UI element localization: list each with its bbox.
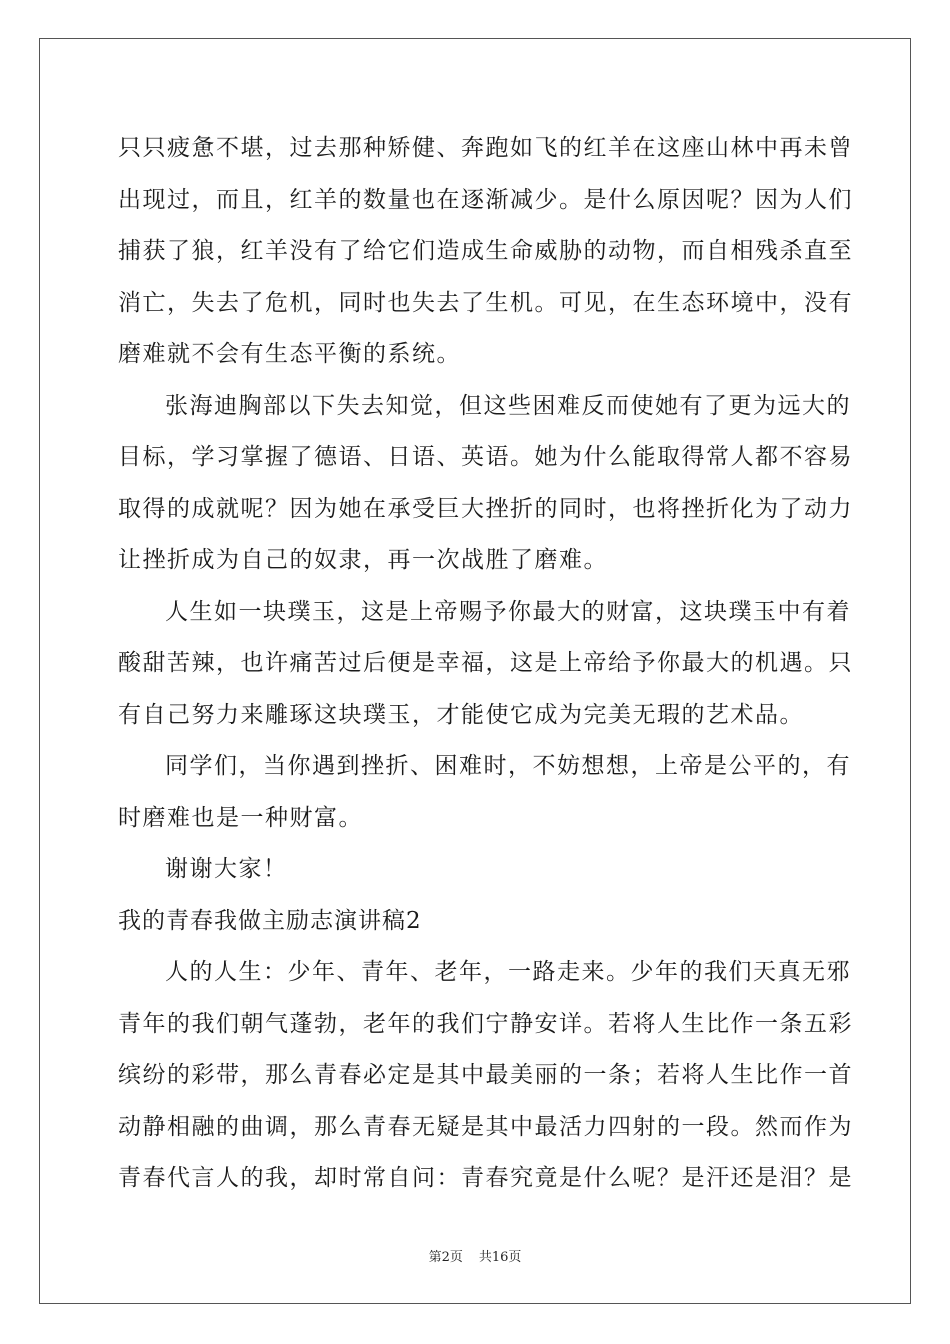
text-line: 磨难就不会有生态平衡的系统。 <box>118 341 461 367</box>
text-line: 张海迪胸部以下失去知觉，但这些困难反而使她有了更为远大的 <box>165 392 851 419</box>
text-line: 取得的成就呢？因为她在承受巨大挫折的同时，也将挫折化为了动力 <box>118 495 853 522</box>
text-line: 酸甜苦辣，也许痛苦过后便是幸福，这是上帝给予你最大的机遇。只 <box>118 650 853 676</box>
paragraph <box>118 741 851 844</box>
text-line: 消亡，失去了危机，同时也失去了生机。可见，在生态环境中，没有 <box>118 289 853 316</box>
document-body <box>118 123 853 1205</box>
text-line: 捕获了狼，红羊没有了给它们造成生命威胁的动物，而自相残杀直至 <box>118 238 853 264</box>
text-line: 出现过，而且，红羊的数量也在逐渐减少。是什么原因呢？因为人们 <box>118 186 853 213</box>
closing-line: 谢谢大家！ <box>165 856 288 882</box>
text-line: 让挫折成为自己的奴隶，再一次战胜了磨难。 <box>118 547 608 573</box>
text-line: 时磨难也是一种财富。 <box>118 804 363 831</box>
text-line: 青春代言人的我，却时常自问：青春究竟是什么呢？是汗还是泪？是 <box>118 1165 853 1191</box>
text-line: 人的人生：少年、青年、老年，一路走来。少年的我们天真无邪 <box>165 959 851 985</box>
text-line: 有自己努力来雕琢这块璞玉，才能使它成为完美无瑕的艺术品。 <box>118 701 804 728</box>
paragraph <box>118 123 853 381</box>
paragraph <box>118 844 834 896</box>
text-line: 只只疲惫不堪，过去那种矫健、奔跑如飞的红羊在这座山林中再未曾 <box>118 135 853 161</box>
paragraph <box>118 587 853 742</box>
section-heading <box>118 896 834 948</box>
text-line: 同学们，当你遇到挫折、困难时，不妨想想，上帝是公平的，有 <box>165 753 851 779</box>
page-total: 共16页 <box>478 1250 522 1265</box>
section-title: 我的青春我做主励志演讲稿2 <box>118 907 422 934</box>
page-footer <box>0 1246 950 1265</box>
text-line: 动静相融的曲调，那么青春无疑是其中最活力四射的一段。然而作为 <box>118 1113 853 1140</box>
paragraph <box>118 381 853 587</box>
text-line: 缤纷的彩带，那么青春必定是其中最美丽的一条；若将人生比作一首 <box>118 1062 853 1088</box>
text-line: 目标，学习掌握了德语、日语、英语。她为什么能取得常人都不容易 <box>118 444 853 470</box>
page-number: 第2页 <box>428 1250 463 1265</box>
text-line: 青年的我们朝气蓬勃，老年的我们宁静安详。若将人生比作一条五彩 <box>118 1010 853 1037</box>
text-line: 人生如一块璞玉，这是上帝赐予你最大的财富，这块璞玉中有着 <box>165 598 851 625</box>
paragraph <box>118 947 853 1205</box>
